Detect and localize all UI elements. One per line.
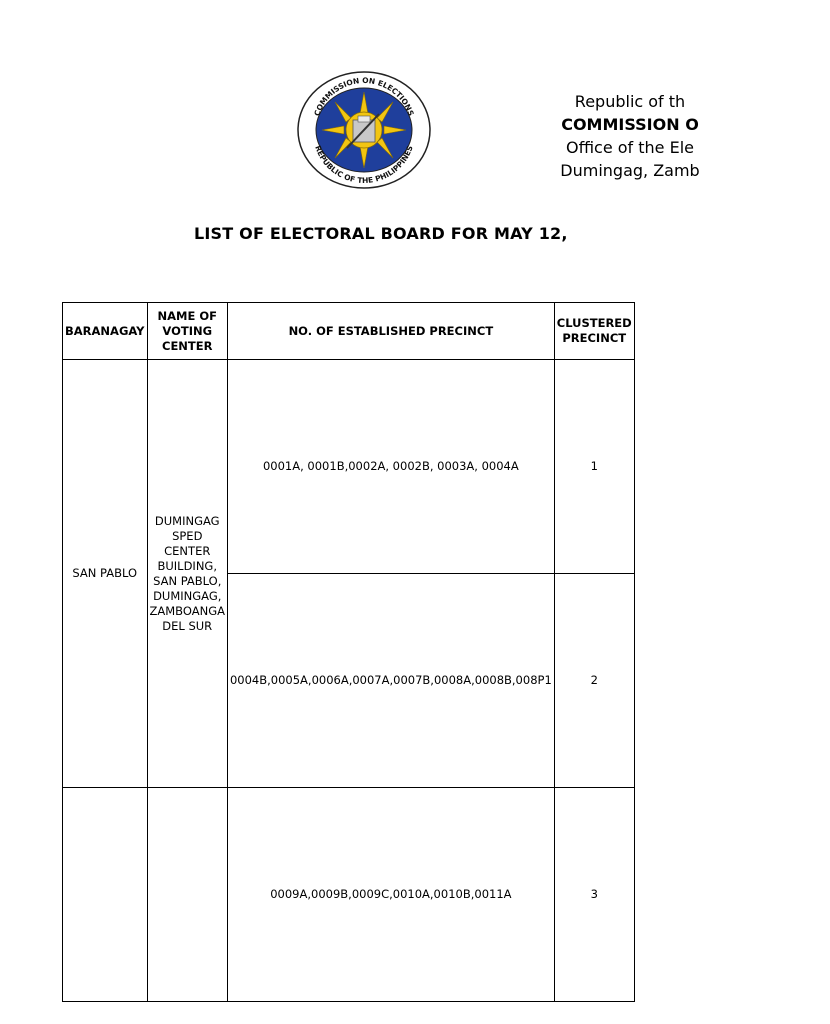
- col-header-established-precinct: NO. OF ESTABLISHED PRECINCT: [227, 303, 554, 360]
- cell-barangay: SAN PABLO: [63, 360, 148, 788]
- table-header-row: [63, 303, 635, 360]
- header-location: Dumingag, Zamb: [560, 161, 700, 180]
- col-header-clustered-precinct: CLUSTERED PRECINCT: [554, 303, 634, 360]
- table-row: [63, 788, 635, 1002]
- svg-text:REPUBLIC OF THE PHILIPPINES: REPUBLIC OF THE PHILIPPINES: [313, 144, 415, 186]
- cell-voting-center: DUMINGAG SPED CENTER BUILDING, SAN PABLO, DUMINGAG, ZAMBOANGA DEL SUR: [147, 360, 227, 788]
- table-row: [63, 360, 635, 574]
- header-republic: Republic of th: [574, 92, 686, 111]
- header-office: Office of the Ele: [565, 138, 695, 157]
- col-header-voting-center: NAME OF VOTING CENTER: [147, 303, 227, 360]
- cell-barangay: [63, 788, 148, 1002]
- cell-voting-center: [147, 788, 227, 1002]
- cell-cluster: 1: [554, 360, 634, 574]
- header-commission: COMMISSION O: [561, 115, 699, 134]
- electoral-board-table: [62, 302, 635, 1002]
- cell-precincts: 0001A, 0001B,0002A, 0002B, 0003A, 0004A: [227, 360, 554, 574]
- document-title: LIST OF ELECTORAL BOARD FOR MAY 12,: [194, 224, 568, 243]
- comelec-seal-logo: [297, 70, 431, 190]
- cell-precincts: 0004B,0005A,0006A,0007A,0007B,0008A,0008B,008P1: [227, 574, 554, 788]
- cell-cluster: 3: [554, 788, 634, 1002]
- letterhead: [430, 90, 830, 182]
- svg-text:COMMISSION ON ELECTIONS: COMMISSION ON ELECTIONS: [312, 75, 416, 118]
- cell-cluster: 2: [554, 574, 634, 788]
- col-header-barangay: BARANAGAY: [63, 303, 148, 360]
- cell-precincts: 0009A,0009B,0009C,0010A,0010B,0011A: [227, 788, 554, 1002]
